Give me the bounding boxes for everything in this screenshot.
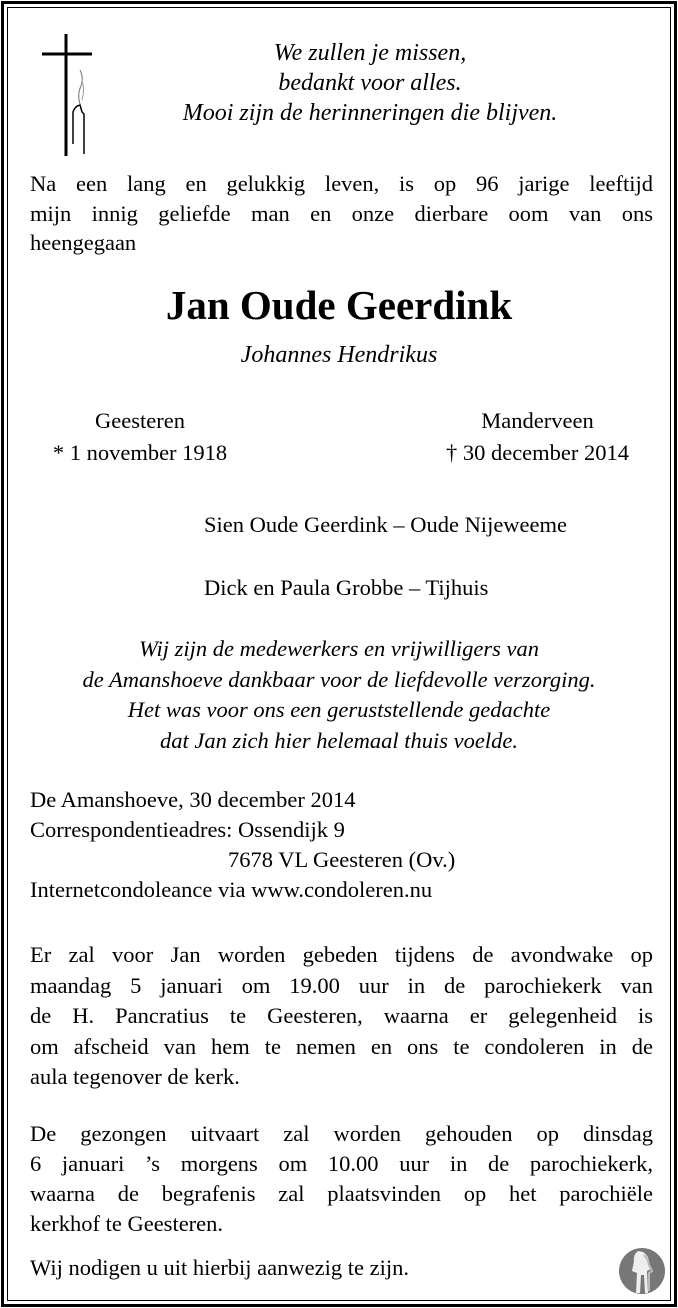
poem-line: We zullen je missen, — [273, 40, 467, 66]
mourning-logo-icon — [618, 1247, 668, 1297]
funeral-line: De gezongen uitvaart zal worden gehouden op dinsdag — [30, 1121, 653, 1146]
relative: Sien Oude Geerdink – Oude Nijeweeme — [204, 512, 568, 537]
death-place: Manderveen — [481, 408, 594, 433]
poem — [100, 38, 640, 128]
wake-line: maandag 5 januari om 19.00 uur in de parochiekerk van — [30, 972, 653, 998]
thanks-line: Wij zijn de medewerkers en vrijwilligers van — [139, 636, 539, 661]
wake-paragraph — [30, 940, 653, 1093]
given-names: Johannes Hendrikus — [240, 342, 438, 368]
death-info — [420, 406, 655, 467]
funeral-line: waarna de begrafenis zal plaatsvinden op het parochiële — [30, 1181, 653, 1206]
intro-line: mijn innig geliefde man en onze dierbare oom van ons — [30, 200, 653, 226]
thanks-paragraph — [0, 634, 678, 756]
death-date: † 30 december 2014 — [445, 439, 630, 465]
condolence-website: Internetcondoleance via www.condoleren.nu — [30, 877, 433, 902]
birth-info — [30, 406, 250, 467]
intro-line: heengegaan — [30, 230, 137, 255]
cross-candle-icon — [38, 34, 98, 159]
poem-line: bedankt voor alles. — [278, 70, 462, 96]
wake-line: Er zal voor Jan worden gebeden tijdens de avondwake op — [30, 942, 653, 967]
intro-paragraph — [30, 169, 653, 258]
thanks-line: de Amanshoeve dankbaar voor de liefdevolle verzorging. — [82, 666, 596, 692]
correspondence-address: Correspondentieadres: Ossendijk 9 — [30, 817, 345, 842]
funeral-paragraph — [30, 1119, 653, 1239]
deceased-name: Jan Oude Geerdink — [165, 282, 513, 328]
wake-line: om afscheid van hem te nemen en ons te condoleren in de — [30, 1033, 653, 1059]
wake-line: aula tegenover de kerk. — [30, 1064, 240, 1089]
funeral-line: kerkhof te Geesteren. — [30, 1211, 224, 1236]
birth-date: * 1 november 1918 — [52, 439, 228, 465]
relative: Dick en Paula Grobbe – Tijhuis — [204, 575, 489, 600]
closing-line: Wij nodigen u uit hierbij aanwezig te zijn. — [30, 1255, 409, 1280]
thanks-line: Het was voor ons een geruststellende gedachte — [127, 697, 551, 722]
funeral-line: 6 januari ’s morgens om 10.00 uur in de parochiekerk, — [30, 1151, 653, 1176]
address-block — [30, 785, 650, 905]
postal-code-city: 7678 VL Geesteren (Ov.) — [228, 847, 456, 872]
birth-place: Geesteren — [95, 408, 185, 433]
wake-line: de H. Pancratius te Geesteren, waarna er gelegenheid is — [30, 1003, 653, 1028]
place-date: De Amanshoeve, 30 december 2014 — [30, 787, 356, 812]
intro-line: Na een lang en gelukkig leven, is op 96 jarige leeftijd — [30, 171, 653, 196]
thanks-line: dat Jan zich hier helemaal thuis voelde. — [159, 727, 519, 753]
poem-line: Mooi zijn de herinneringen die blijven. — [182, 100, 558, 126]
